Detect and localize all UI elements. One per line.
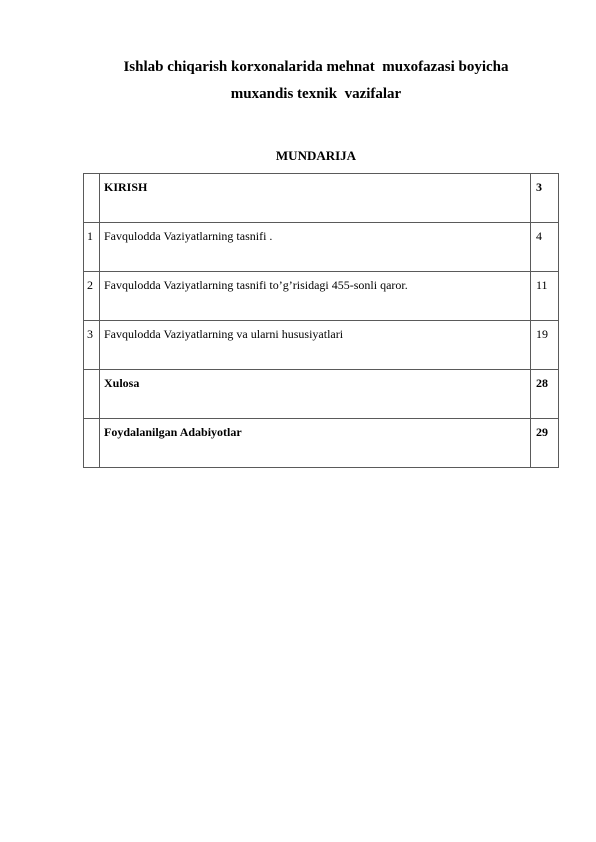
document-title-line-2: muxandis texnik vazifalar xyxy=(230,86,402,102)
toc-row-number xyxy=(84,419,100,468)
toc-row-title: Favqulodda Vaziyatlarning tasnifi . xyxy=(100,223,531,272)
document-title-line-1: Ishlab chiqarish korxonalarida mehnat muxofazasi boyicha xyxy=(123,59,509,75)
toc-row-title: Favqulodda Vaziyatlarning va ularni hususiyatlari xyxy=(100,321,531,370)
toc-row xyxy=(84,370,559,419)
toc-row-title: KIRISH xyxy=(100,174,531,223)
toc-row-page: 11 xyxy=(531,272,559,321)
toc-row xyxy=(84,321,559,370)
toc-row-title: Xulosa xyxy=(100,370,531,419)
toc-row-title: Favqulodda Vaziyatlarning tasnifi to’g’risidagi 455-sonli qaror. xyxy=(100,272,531,321)
toc-heading: MUNDARIJA xyxy=(275,148,357,163)
toc-row-page: 19 xyxy=(531,321,559,370)
toc-row-number: 3 xyxy=(84,321,100,370)
toc-row xyxy=(84,419,559,468)
toc-row xyxy=(84,223,559,272)
toc-row xyxy=(84,272,559,321)
toc-row-number: 1 xyxy=(84,223,100,272)
toc-row-number xyxy=(84,174,100,223)
toc-row-title: Foydalanilgan Adabiyotlar xyxy=(100,419,531,468)
toc-row xyxy=(84,174,559,223)
toc-row-page: 29 xyxy=(531,419,559,468)
toc-row-number xyxy=(84,370,100,419)
toc-row-page: 3 xyxy=(531,174,559,223)
table-of-contents xyxy=(83,173,559,468)
toc-row-page: 28 xyxy=(531,370,559,419)
toc-row-number: 2 xyxy=(84,272,100,321)
toc-row-page: 4 xyxy=(531,223,559,272)
